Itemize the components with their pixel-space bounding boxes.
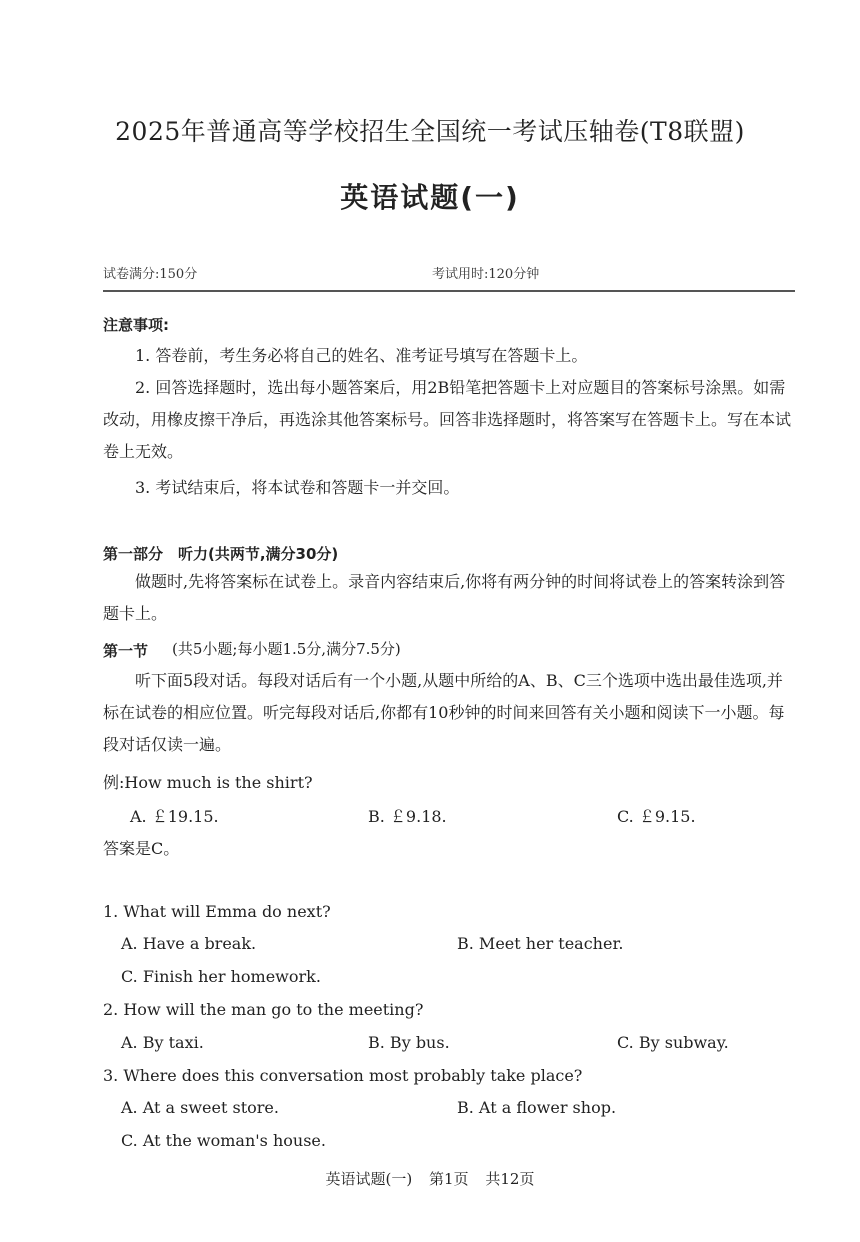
footer-title: 英语试题(一): [325, 1170, 413, 1188]
question-1-option-c: C. Finish her homework.: [121, 967, 321, 986]
notice-item-3: 3. 考试结束后，将本试卷和答题卡一并交回。: [135, 478, 460, 497]
total-score: 试卷满分:150分: [103, 267, 198, 282]
question-3-option-a: A. At a sweet store.: [121, 1098, 279, 1117]
example-answer: 答案是C。: [103, 839, 180, 858]
example-option-a: A. ￡19.15.: [130, 807, 219, 826]
question-1-option-a: A. Have a break.: [121, 934, 257, 953]
header-divider: [103, 290, 795, 292]
section1-heading: 第一节: [103, 642, 149, 660]
question-2-option-a: A. By taxi.: [121, 1033, 204, 1052]
page-footer: [0, 1168, 860, 1189]
exam-subtitle: 英语试题(一): [340, 181, 520, 214]
footer-total-pages: 共12页: [485, 1170, 535, 1188]
example-option-c: C. ￡9.15.: [617, 807, 696, 826]
exam-title: 2025年普通高等学校招生全国统一考试压轴卷(T8联盟): [115, 117, 745, 146]
question-3: 3. Where does this conversation most probably take place?: [103, 1066, 583, 1085]
question-1-option-b: B. Meet her teacher.: [457, 934, 624, 953]
notice-item-1: 1. 答卷前，考生务必将自己的姓名、准考证号填写在答题卡上。: [135, 346, 588, 365]
question-1: 1. What will Emma do next?: [103, 902, 331, 921]
question-2: 2. How will the man go to the meeting?: [103, 1000, 424, 1019]
part1-heading: 第一部分 听力(共两节,满分30分): [103, 545, 339, 563]
notice-heading: 注意事项:: [103, 316, 169, 334]
footer-page-number: 第1页: [429, 1170, 469, 1188]
question-3-option-b: B. At a flower shop.: [457, 1098, 617, 1117]
question-2-option-b: B. By bus.: [368, 1033, 450, 1052]
question-3-option-c: C. At the woman's house.: [121, 1131, 326, 1150]
notice-item-2: 2. 回答选择题时，选出每小题答案后，用2B铅笔把答题卡上对应题目的答案标号涂黑。如需改动，用橡皮擦干净后，再选涂其他答案标号。回答非选择题时，将答案写在答题卡上。写在本试卷上无效。: [103, 378, 792, 461]
section1-intro: 听下面5段对话。每段对话后有一个小题,从题中所给的A、B、C三个选项中选出最佳选项,并标在试卷的相应位置。听完每段对话后,你都有10秒钟的时间来回答有关小题和阅读下一小题。每段对话仅读一遍。: [103, 671, 785, 754]
exam-time: 考试用时:120分钟: [432, 267, 540, 282]
example-question: 例:How much is the shirt?: [103, 773, 313, 792]
example-option-b: B. ￡9.18.: [368, 807, 447, 826]
question-2-option-c: C. By subway.: [617, 1033, 729, 1052]
part1-intro: 做题时,先将答案标在试卷上。录音内容结束后,你将有两分钟的时间将试卷上的答案转涂到答题卡上。: [103, 572, 786, 623]
section1-info: (共5小题;每小题1.5分,满分7.5分): [172, 640, 401, 658]
